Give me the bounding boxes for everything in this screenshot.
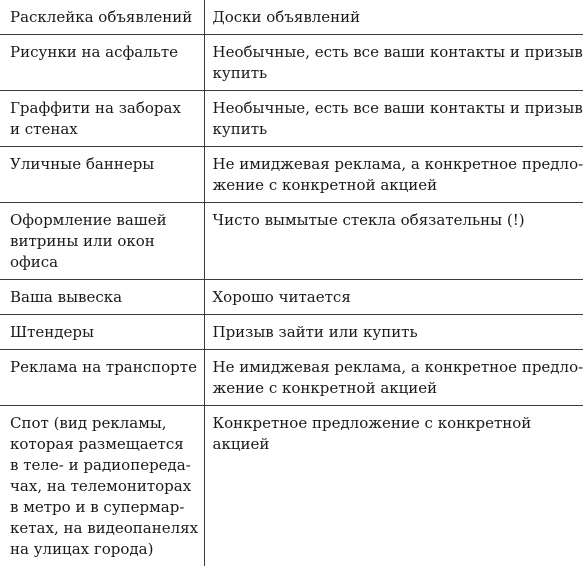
cell-line: витрины или окон <box>10 232 155 250</box>
cell-line: купить <box>212 120 268 138</box>
cell-line: которая размещается <box>10 435 184 453</box>
cell-line: Расклейка объявлений <box>10 8 193 26</box>
ad-note-cell <box>204 35 583 91</box>
cell-line: Граффити на заборах <box>10 99 181 117</box>
cell-line: купить <box>212 64 268 82</box>
cell-line: Доски объявлений <box>212 8 361 26</box>
table-row <box>0 35 583 91</box>
cell-line: Конкретное предложение с конкретной <box>212 414 532 432</box>
cell-line: Чисто вымытые стекла обязательны (!) <box>212 211 525 229</box>
table-row <box>0 280 583 315</box>
cell-line: в теле- и радиопереда- <box>10 456 191 474</box>
ad-note-cell <box>204 350 583 406</box>
cell-line: Не имиджевая реклама, а конкретное предло- <box>212 358 583 376</box>
cell-line: жение с конкретной акцией <box>212 379 438 397</box>
cell-line: Штендеры <box>10 323 94 341</box>
cell-line: жение с конкретной акцией <box>212 176 438 194</box>
ad-method-cell <box>0 315 204 350</box>
ad-method-cell <box>0 406 204 567</box>
ad-note-cell <box>204 203 583 280</box>
ad-method-cell <box>0 203 204 280</box>
ad-note-cell <box>204 0 583 35</box>
cell-line: Необычные, есть все ваши контакты и призыв <box>212 43 583 61</box>
table-row <box>0 0 583 35</box>
cell-line: Необычные, есть все ваши контакты и призыв <box>212 99 583 117</box>
table-row <box>0 147 583 203</box>
ad-method-cell <box>0 350 204 406</box>
table-row <box>0 315 583 350</box>
cell-line: акцией <box>212 435 270 453</box>
table-row <box>0 406 583 567</box>
cell-line: Спот (вид рекламы, <box>10 414 167 432</box>
table-row <box>0 203 583 280</box>
ad-note-cell <box>204 147 583 203</box>
cell-line: чах, на телемониторах <box>10 477 192 495</box>
cell-line: Уличные баннеры <box>10 155 155 173</box>
table-row <box>0 91 583 147</box>
cell-line: и стенах <box>10 120 78 138</box>
cell-line: Хорошо читается <box>212 288 351 306</box>
cell-line: Ваша вывеска <box>10 288 123 306</box>
cell-line: Призыв зайти или купить <box>212 323 418 341</box>
ad-method-cell <box>0 35 204 91</box>
cell-line: офиса <box>10 253 59 271</box>
ad-note-cell <box>204 91 583 147</box>
cell-line: на улицах города) <box>10 540 154 558</box>
ad-note-cell <box>204 280 583 315</box>
cell-line: в метро и в супермар- <box>10 498 185 516</box>
ad-method-cell <box>0 280 204 315</box>
ad-note-cell <box>204 315 583 350</box>
ad-method-cell <box>0 147 204 203</box>
cell-line: Оформление вашей <box>10 211 167 229</box>
table-row <box>0 350 583 406</box>
ad-method-cell <box>0 91 204 147</box>
cell-line: Рисунки на асфальте <box>10 43 179 61</box>
cell-line: Реклама на транспорте <box>10 358 197 376</box>
ad-method-cell <box>0 0 204 35</box>
cell-line: кетах, на видеопанелях <box>10 519 199 537</box>
ad-note-cell <box>204 406 583 567</box>
cell-line: Не имиджевая реклама, а конкретное предло- <box>212 155 583 173</box>
